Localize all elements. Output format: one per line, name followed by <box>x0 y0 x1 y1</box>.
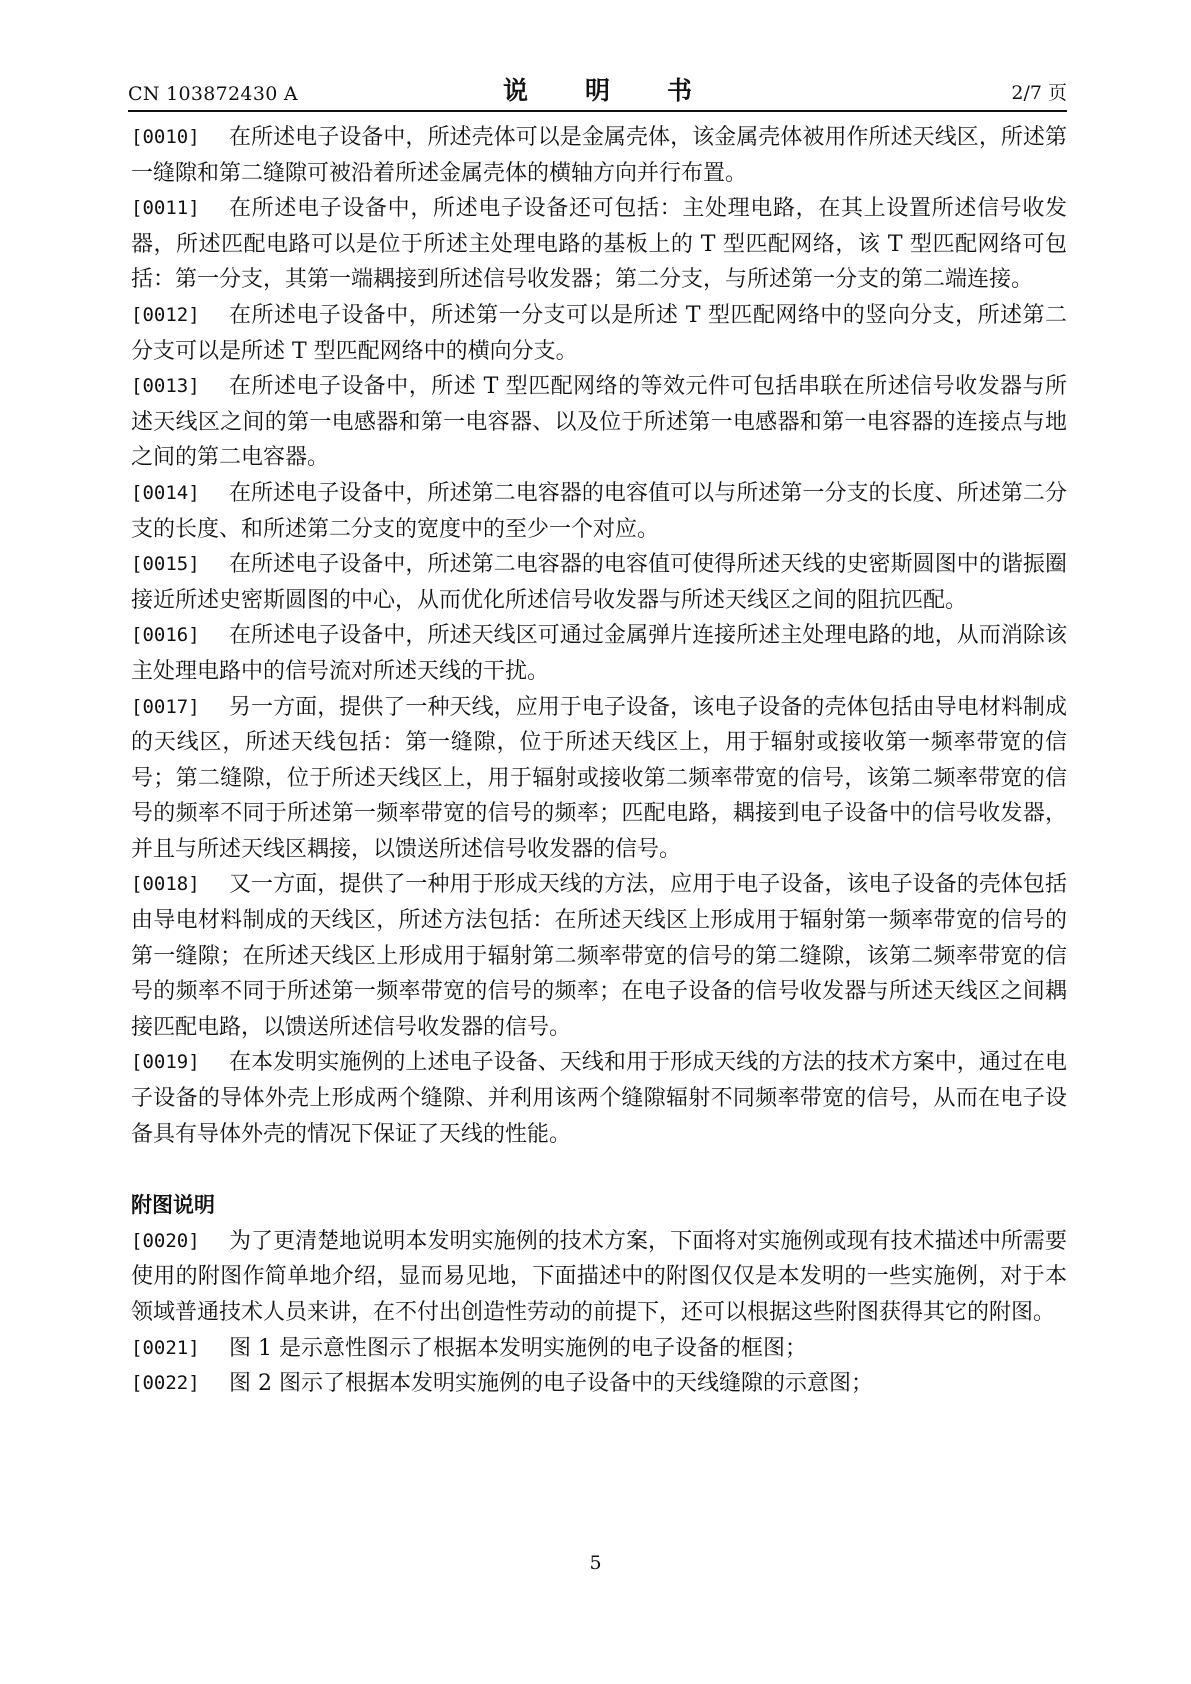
paragraph-text: 在所述电子设备中，所述第二电容器的电容值可使得所述天线的史密斯圆图中的谐振圈接近所述史密斯圆图的中心，从而优化所述信号收发器与所述天线区之间的阻抗匹配。 <box>131 552 1067 613</box>
paragraph-0017 <box>131 690 1067 868</box>
paragraph-text: 在所述电子设备中，所述第一分支可以是所述 T 型匹配网络中的竖向分支，所述第二分支可以是所述 T 型匹配网络中的横向分支。 <box>131 302 1067 364</box>
document-body <box>131 120 1067 1402</box>
paragraph-text: 为了更清楚地说明本发明实施例的技术方案，下面将对实施例或现有技术描述中所需要使用的附图作简单地介绍，显而易见地，下面描述中的附图仅仅是本发明的一些实施例，对于本领域普通技术人员来讲，在不付出创造性劳动的前提下，还可以根据这些附图获得其它的附图。 <box>131 1228 1067 1325</box>
publication-number: CN 103872430 A <box>128 83 298 105</box>
paragraph-number: [0017] <box>131 695 200 718</box>
paragraph-0013 <box>131 369 1067 476</box>
paragraph-0020 <box>131 1224 1067 1331</box>
paragraph-0012 <box>131 298 1067 369</box>
paragraph-text: 在本发明实施例的上述电子设备、天线和用于形成天线的方法的技术方案中，通过在电子设备的导体外壳上形成两个缝隙、并利用该两个缝隙辐射不同频率带宽的信号，从而在电子设备具有导体外壳的情况下保证了天线的性能。 <box>131 1050 1067 1147</box>
paragraph-number: [0021] <box>131 1336 200 1359</box>
paragraph-text: 在所述电子设备中，所述电子设备还可包括：主处理电路，在其上设置所述信号收发器，所述匹配电路可以是位于所述主处理电路的基板上的 T 型匹配网络，该 T 型匹配网络可包括：第一分支，其第一端耦接到所述信号收发器；第二分支，与所述第一分支的第二端连接。 <box>131 196 1067 293</box>
paragraph-number: [0016] <box>131 624 200 647</box>
paragraph-text: 在所述电子设备中，所述第二电容器的电容值可以与所述第一分支的长度、所述第二分支的长度、和所述第二分支的宽度中的至少一个对应。 <box>131 480 1067 542</box>
paragraph-text: 又一方面，提供了一种用于形成天线的方法，应用于电子设备，该电子设备的壳体包括由导电材料制成的天线区，所述方法包括：在所述天线区上形成用于辐射第一频率带宽的信号的第一缝隙；在所述天线区上形成用于辐射第二频率带宽的信号的第二缝隙，该第二频率带宽的信号的频率不同于所述第一频率带宽的信号的频率；在电子设备的信号收发器与所述天线区之间耦接匹配电路，以馈送所述信号收发器的信号。 <box>131 872 1067 1040</box>
paragraph-number: [0022] <box>131 1372 200 1395</box>
paragraph-0019 <box>131 1045 1067 1152</box>
section-gap <box>131 1152 1067 1188</box>
paragraph-number: [0014] <box>131 481 200 504</box>
paragraph-0022 <box>131 1366 1067 1402</box>
paragraph-text: 另一方面，提供了一种天线，应用于电子设备，该电子设备的壳体包括由导电材料制成的天线区，所述天线包括：第一缝隙，位于所述天线区上，用于辐射或接收第一频率带宽的信号；第二缝隙，位于所述天线区上，用于辐射或接收第二频率带宽的信号，该第二频率带宽的信号的频率不同于所述第一频率带宽的信号的频率；匹配电路，耦接到电子设备中的信号收发器，并且与所述天线区耦接，以馈送所述信号收发器的信号。 <box>131 694 1067 862</box>
paragraph-0010 <box>131 120 1067 191</box>
paragraph-number: [0019] <box>131 1051 200 1074</box>
section-heading: 附图说明 <box>131 1193 215 1218</box>
paragraph-number: [0011] <box>131 197 200 220</box>
paragraph-number: [0013] <box>131 375 200 398</box>
document-title: 说 明 书 <box>502 76 708 105</box>
paragraph-text: 图 1 是示意性图示了根据本发明实施例的电子设备的框图； <box>229 1335 807 1361</box>
paragraph-text: 在所述电子设备中，所述壳体可以是金属壳体，该金属壳体被用作所述天线区，所述第一缝隙和第二缝隙可被沿着所述金属壳体的横轴方向并行布置。 <box>131 125 1067 186</box>
paragraph-number: [0015] <box>131 553 200 576</box>
paragraph-number: [0020] <box>131 1229 200 1252</box>
paragraph-0016 <box>131 618 1067 689</box>
paragraph-0021 <box>131 1331 1067 1367</box>
paragraph-text: 在所述电子设备中，所述天线区可通过金属弹片连接所述主处理电路的地，从而消除该主处理电路中的信号流对所述天线的干扰。 <box>131 623 1067 684</box>
paragraph-text: 在所述电子设备中，所述 T 型匹配网络的等效元件可包括串联在所述信号收发器与所述天线区之间的第一电感器和第一电容器、以及位于所述第一电感器和第一电容器的连接点与地之间的第二电容器。 <box>131 374 1067 471</box>
paragraph-number: [0010] <box>131 126 200 148</box>
page-count: 2/7 页 <box>1011 82 1067 104</box>
paragraph-text: 图 2 图示了根据本发明实施例的电子设备中的天线缝隙的示意图； <box>229 1371 873 1397</box>
page-number: 5 <box>589 1552 602 1574</box>
paragraph-number: [0018] <box>131 873 200 896</box>
paragraph-number: [0012] <box>131 303 200 326</box>
paragraph-0011 <box>131 191 1067 298</box>
paragraph-0018 <box>131 867 1067 1045</box>
paragraph-0014 <box>131 476 1067 547</box>
page-header <box>128 66 1067 112</box>
paragraph-0015 <box>131 547 1067 618</box>
